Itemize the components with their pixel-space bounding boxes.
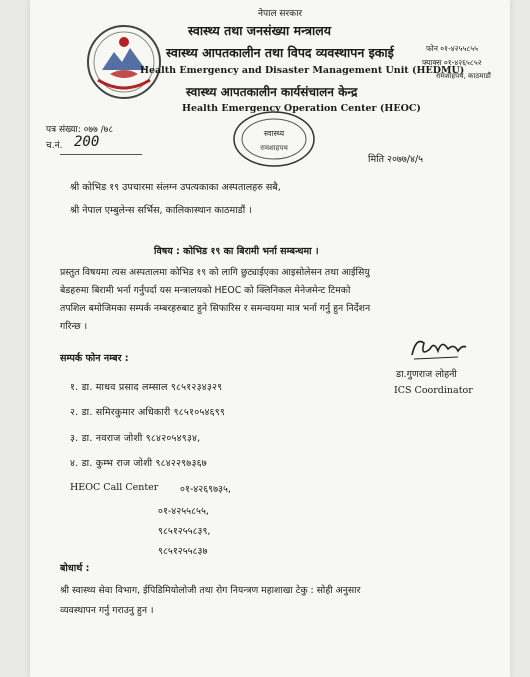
contact-item: ४. डा. कुम्भ राज जोशी ९८४२२९७३६७ [70,458,207,469]
body-line-1: प्रस्तुत विषयमा त्यस अस्पतालमा कोभिड १९ को लागि छुट्याईएका आइसोलेसन तथा आईसियु [60,267,370,278]
letter-page [30,0,510,677]
seal-text-bottom: रामशाहपथ [260,144,288,152]
contact-item: ३. डा. नवराज जोशी ९८४२०५४९३४, [70,433,201,444]
phone-number: फोन ०१-४२५५८५५ [426,44,479,53]
body-line-3: तपशिल बमोजिमका सम्पर्क नम्बरहरुबाट हुने सिफारिस र समन्वयमा मात्र भर्ना गर्नु हुन निर्देशन [60,303,371,314]
ministry-name: स्वास्थ्य तथा जनसंख्या मन्त्रालय [188,23,332,38]
cc-line-2: व्यवस्थापन गर्नु गराउनु हुन । [60,605,154,616]
seal-text-top: स्वास्थ्य [263,129,285,138]
letter-date: मिति २०७७/४/५ [368,154,424,165]
cn-label: च.नं. [46,141,63,151]
contact-item: २. डा. समिरकुमार अधिकारी ९८५१०५४६९९ [70,407,226,418]
center-name-np: स्वास्थ्य आपतकालीन कार्यसंचालन केन्द्र [186,85,358,99]
cn-handwritten-value: 200 [74,134,100,150]
heoc-call-center-label: HEOC Call Center [70,482,159,493]
body-line-2: बेडहरुमा बिरामी भर्ना गर्नुपर्दा यस मन्त्रालयको HEOC को क्लिनिकल मेनेजमेन्ट टिमको [60,285,351,296]
office-location: रामशाहपथ, काठमाडौं [436,72,491,80]
reference-number: पत्र संख्या: ०७७ /७८ [46,125,114,135]
unit-name-np: स्वास्थ्य आपतकालीन तथा विपद व्यवस्थापन इकाई [166,45,394,60]
cc-line-1: श्री स्वास्थ्य सेवा विभाग, ईपिडिमियोलोजी तथा रोग नियन्त्रण महाशाखा टेकु : सोही अनुसार [60,585,361,596]
signature-icon [408,333,470,363]
body-line-4: गरिन्छ । [60,321,88,332]
heoc-number: ०१-४२५५८५५, [158,506,209,517]
cn-underline [60,154,142,155]
heoc-number: ९८५१२५५८३९, [158,526,211,537]
heoc-number: ०१-४२६९७३५, [180,484,231,495]
recipient-1: श्री कोभिड १९ उपचारमा संलग्न उपत्यकाका अस्पतालहरु सबै, [70,182,281,193]
govt-label: नेपाल सरकार [258,9,303,19]
office-seal-icon [230,108,318,170]
center-name-en: Health Emergency Operation Center (HEOC) [182,103,421,114]
fax-number: फ्याक्स ०१-४२६५८५२ [422,58,482,67]
contacts-heading: सम्पर्क फोन नम्बर : [60,353,129,364]
unit-name-en: Health Emergency and Disaster Management Unit (HEDMU) [140,65,465,76]
subject-line: विषय : कोभिड १९ का बिरामी भर्ना सम्बन्धमा । [154,246,319,257]
contact-item: १. डा. माधव प्रसाद लम्साल ९८५१२३४३२९ [70,382,223,393]
cc-heading: बोधार्थ : [60,563,90,574]
recipient-2: श्री नेपाल एम्बुलेन्स सर्भिस, कालिकास्थान काठमाडौं । [70,205,252,216]
heoc-number: ९८५१२५५८३७ [158,546,208,557]
signer-title: ICS Coordinator [394,385,473,396]
nepal-government-emblem-icon [84,22,164,102]
signer-name: डा.गुणराज लोहनी [396,369,457,380]
